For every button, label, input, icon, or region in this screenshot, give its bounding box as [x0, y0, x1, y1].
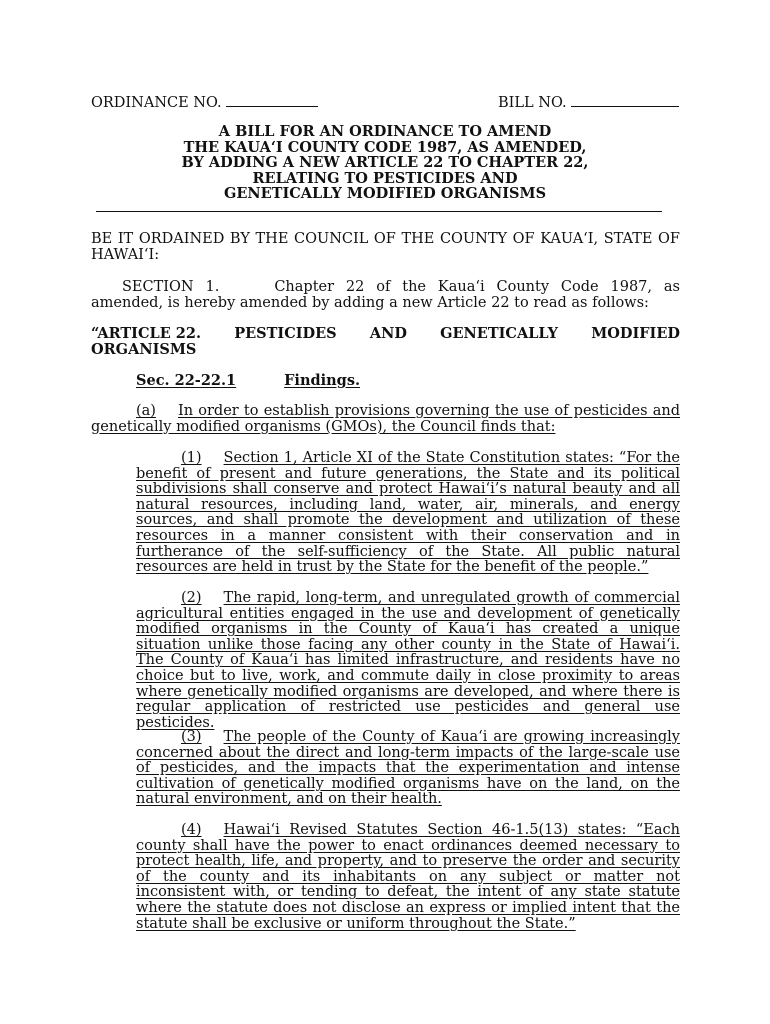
finding-3 [136, 730, 680, 808]
bill-title [100, 124, 670, 202]
finding-1 [136, 451, 680, 576]
bill-number-field [498, 92, 679, 111]
finding-1-text: Section 1, Article XI of the State Constitution states: “For the benefit of present and future generations, the State and its political subdivisions shall conserve and protect Hawai‘i’s natural beauty and all natural resources, including land, water, air, minerals, and energy sources, and shall promote the development and utilization of these resources in a manner consistent with their conservation and in furtherance of the self-sufficiency of the State. All public natural resources are held in trust by the State for the benefit of the people.” [136, 450, 680, 576]
finding-3-text: The people of the County of Kaua‘i are growing increasingly concerned about the direct and long-term impacts of the large-scale use of pesticides, and the impacts that the experimentation and intense cultivation of genetically modified organisms have on the land, on the natural environment, and on their health. [136, 729, 680, 808]
finding-2-text: The rapid, long-term, and unregulated growth of commercial agricultural entities engaged in the use and development of genetically modified organisms in the County of Kaua‘i has created a unique situation unlike those facing any other county in the State of Hawai‘i. The County of Kaua‘i has limited infrastructure, and residents have no choice but to live, work, and commute daily in close proximity to areas where genetically modified organisms are developed, and where there is regular application of restricted use pesticides and general use pesticides. [136, 590, 680, 731]
finding-2-label: (2) [181, 590, 202, 606]
section-number: Sec. 22-22.1 [136, 372, 237, 389]
title-line: THE KAUA‘I COUNTY CODE 1987, AS AMENDED, [183, 138, 587, 156]
finding-4-text: Hawai‘i Revised Statutes Section 46-1.5(13) states: “Each county shall have the power to enact ordinances deemed necessary to protect health, life, and property, and to preserve the order and security of the county and its inhabitants on any subject or matter not inconsistent with, or tending to defeat, the intent of any state statute where the statute does not disclose an express or implied intent that the statute shall be exclusive or uniform throughout the State.” [136, 822, 680, 932]
article-heading [91, 326, 680, 357]
section-title: Findings. [284, 372, 361, 389]
section-heading [136, 373, 360, 389]
bill-number-label: BILL NO. [498, 95, 567, 111]
article-heading-line-1: “ARTICLE 22. PESTICIDES AND GENETICALLY MODIFIED [91, 325, 680, 342]
finding-3-label: (3) [181, 729, 202, 745]
section-1-label: SECTION 1. [122, 279, 220, 295]
title-line: BY ADDING A NEW ARTICLE 22 TO CHAPTER 22, [181, 154, 589, 172]
finding-2 [136, 591, 680, 731]
article-heading-line-2: ORGANISMS [91, 340, 197, 358]
finding-4 [136, 823, 680, 932]
paragraph-a [91, 404, 680, 435]
paragraph-a-text: In order to establish provisions governing the use of pesticides and genetically modified organisms (GMOs), the Council finds that: [91, 403, 680, 435]
ordinance-number-label: ORDINANCE NO. [91, 95, 222, 111]
paragraph-a-label: (a) [136, 403, 156, 419]
bill-number-blank [571, 92, 679, 107]
finding-1-label: (1) [181, 450, 202, 466]
title-line: GENETICALLY MODIFIED ORGANISMS [223, 185, 547, 203]
ordinance-number-field [91, 92, 318, 111]
section-1-text: Chapter 22 of the Kaua‘i County Code 1987, as amended, is hereby amended by adding a new Article 22 to read as follows: [91, 279, 680, 311]
title-line: A BILL FOR AN ORDINANCE TO AMEND [218, 123, 552, 140]
finding-4-label: (4) [181, 822, 202, 838]
ordinance-number-blank [226, 92, 318, 107]
enacting-clause: BE IT ORDAINED BY THE COUNCIL OF THE COUNTY OF KAUA‘I, STATE OF HAWAI‘I: [91, 231, 680, 263]
section-1 [91, 280, 680, 311]
title-line: RELATING TO PESTICIDES AND [252, 169, 518, 187]
title-divider [96, 211, 662, 212]
